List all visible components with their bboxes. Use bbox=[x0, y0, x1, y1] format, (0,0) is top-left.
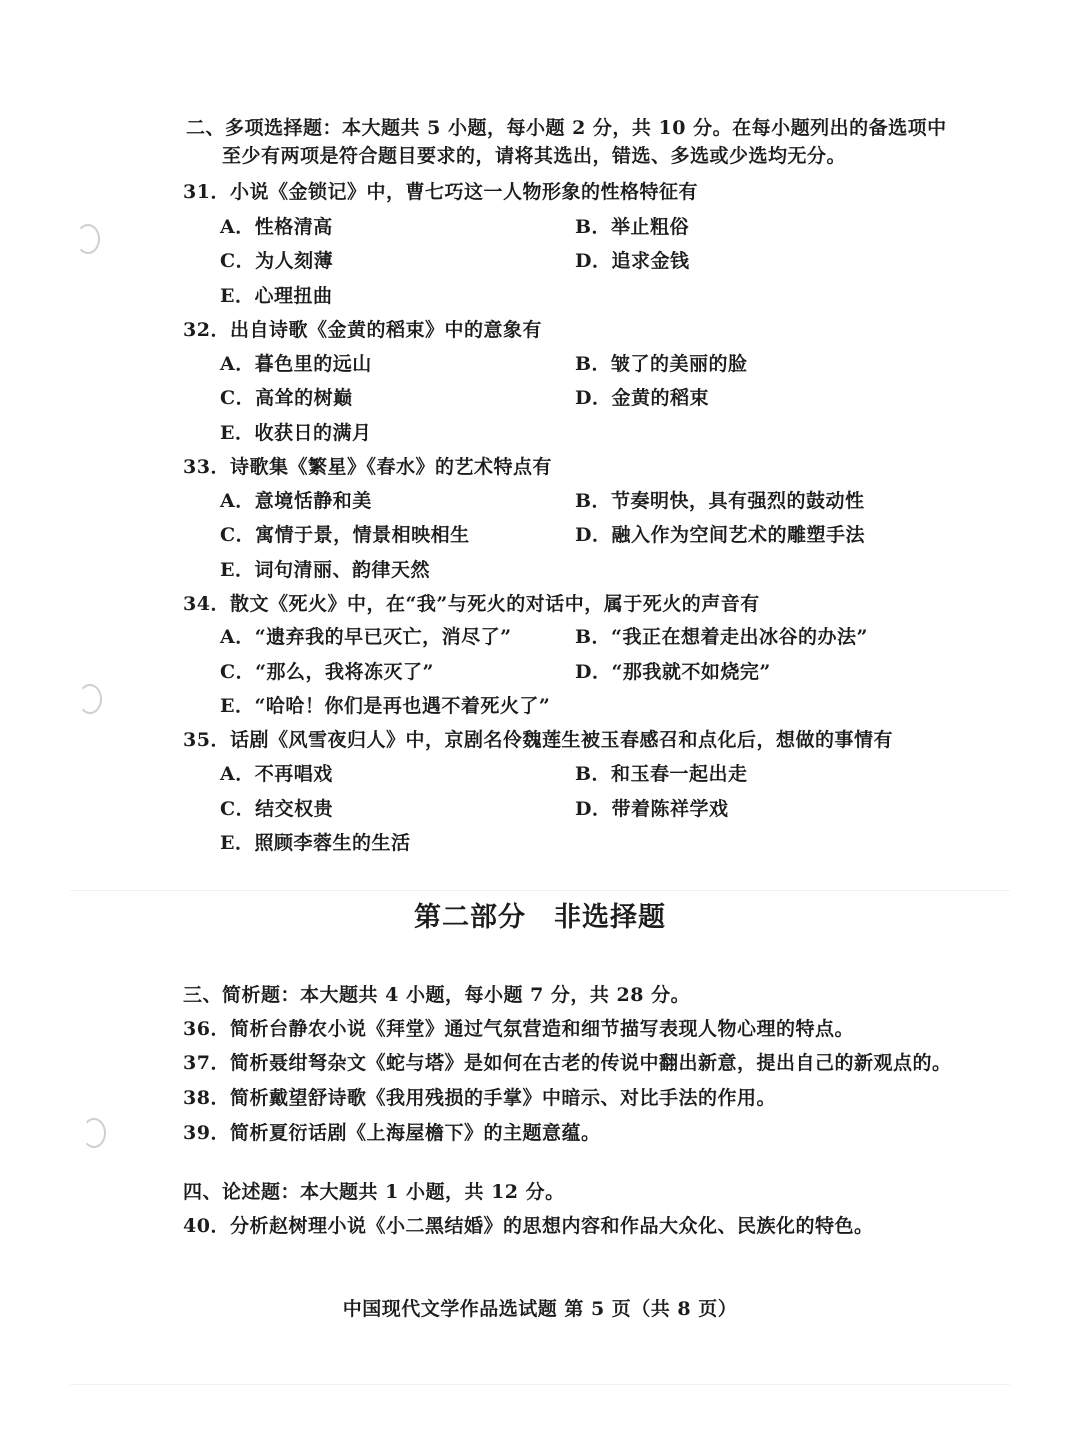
question-35-option-e: E．照顾李蓉生的生活 bbox=[220, 832, 411, 854]
scan-artifact-line bbox=[70, 1384, 1010, 1385]
section3-instruction: 三、简析题：本大题共 4 小题，每小题 7 分，共 28 分。 bbox=[183, 984, 691, 1006]
section2-instruction-line1: 二、多项选择题：本大题共 5 小题，每小题 2 分，共 10 分。在每小题列出的备选项中 bbox=[186, 117, 947, 139]
question-35-option-d: D．带着陈祥学戏 bbox=[575, 798, 729, 820]
section4-instruction: 四、论述题：本大题共 1 小题，共 12 分。 bbox=[183, 1181, 565, 1203]
question-31-option-d: D．追求金钱 bbox=[575, 250, 690, 272]
question-32-stem: 32．出自诗歌《金黄的稻束》中的意象有 bbox=[183, 319, 542, 341]
question-36: 36．简析台静农小说《拜堂》通过气氛营造和细节描写表现人物心理的特点。 bbox=[183, 1018, 854, 1040]
question-32-option-b: B．皱了的美丽的脸 bbox=[575, 353, 748, 375]
punch-hole-bottom bbox=[82, 1118, 106, 1148]
question-33-option-b: B．节奏明快，具有强烈的鼓动性 bbox=[575, 490, 865, 512]
question-33-option-a: A．意境恬静和美 bbox=[220, 490, 372, 512]
question-39: 39．简析夏衍话剧《上海屋檐下》的主题意蕴。 bbox=[183, 1122, 601, 1144]
question-38: 38．简析戴望舒诗歌《我用残损的手掌》中暗示、对比手法的作用。 bbox=[183, 1087, 776, 1109]
question-35-stem: 35．话剧《风雪夜归人》中，京剧名伶魏莲生被玉春感召和点化后，想做的事情有 bbox=[183, 729, 893, 751]
question-34-option-c: C．“那么，我将冻灭了” bbox=[220, 661, 434, 683]
punch-hole-middle bbox=[78, 684, 102, 714]
question-35-option-b: B．和玉春一起出走 bbox=[575, 763, 748, 785]
question-31-option-b: B．举止粗俗 bbox=[575, 216, 690, 238]
question-33-option-d: D．融入作为空间艺术的雕塑手法 bbox=[575, 524, 865, 546]
question-31-stem: 31．小说《金锁记》中，曹七巧这一人物形象的性格特征有 bbox=[183, 181, 698, 203]
question-35-option-c: C．结交权贵 bbox=[220, 798, 334, 820]
question-34-stem: 34．散文《死火》中，在“我”与死火的对话中，属于死火的声音有 bbox=[183, 593, 760, 615]
question-31-option-a: A．性格清高 bbox=[220, 216, 333, 238]
question-40: 40．分析赵树理小说《小二黑结婚》的思想内容和作品大众化、民族化的特色。 bbox=[183, 1215, 874, 1237]
question-32-option-e: E．收获日的满月 bbox=[220, 422, 372, 444]
question-34-option-b: B．“我正在想着走出冰谷的办法” bbox=[575, 626, 868, 648]
question-37: 37．简析聂绀弩杂文《蛇与塔》是如何在古老的传说中翻出新意，提出自己的新观点的。 bbox=[183, 1052, 952, 1074]
question-35-option-a: A．不再唱戏 bbox=[220, 763, 333, 785]
question-33-option-e: E．词句清丽、韵律天然 bbox=[220, 559, 430, 581]
question-34-option-d: D．“那我就不如烧完” bbox=[575, 661, 771, 683]
question-32-option-a: A．暮色里的远山 bbox=[220, 353, 372, 375]
question-31-option-e: E．心理扭曲 bbox=[220, 285, 333, 307]
section2-instruction-line2: 至少有两项是符合题目要求的，请将其选出，错选、多选或少选均无分。 bbox=[222, 145, 847, 167]
question-34-option-e: E．“哈哈！你们是再也遇不着死火了” bbox=[220, 695, 551, 717]
question-33-stem: 33．诗歌集《繁星》《春水》的艺术特点有 bbox=[183, 456, 552, 478]
page-footer: 中国现代文学作品选试题 第 5 页（共 8 页） bbox=[342, 1298, 738, 1320]
question-32-option-c: C．高耸的树巅 bbox=[220, 387, 353, 409]
question-32-option-d: D．金黄的稻束 bbox=[575, 387, 709, 409]
question-34-option-a: A．“遗弃我的早已灭亡，消尽了” bbox=[220, 626, 512, 648]
question-31-option-c: C．为人刻薄 bbox=[220, 250, 334, 272]
scan-artifact-line bbox=[70, 890, 1010, 891]
question-33-option-c: C．寓情于景，情景相映相生 bbox=[220, 524, 470, 546]
part2-title: 第二部分 非选择题 bbox=[414, 902, 666, 933]
punch-hole-top bbox=[76, 224, 100, 254]
